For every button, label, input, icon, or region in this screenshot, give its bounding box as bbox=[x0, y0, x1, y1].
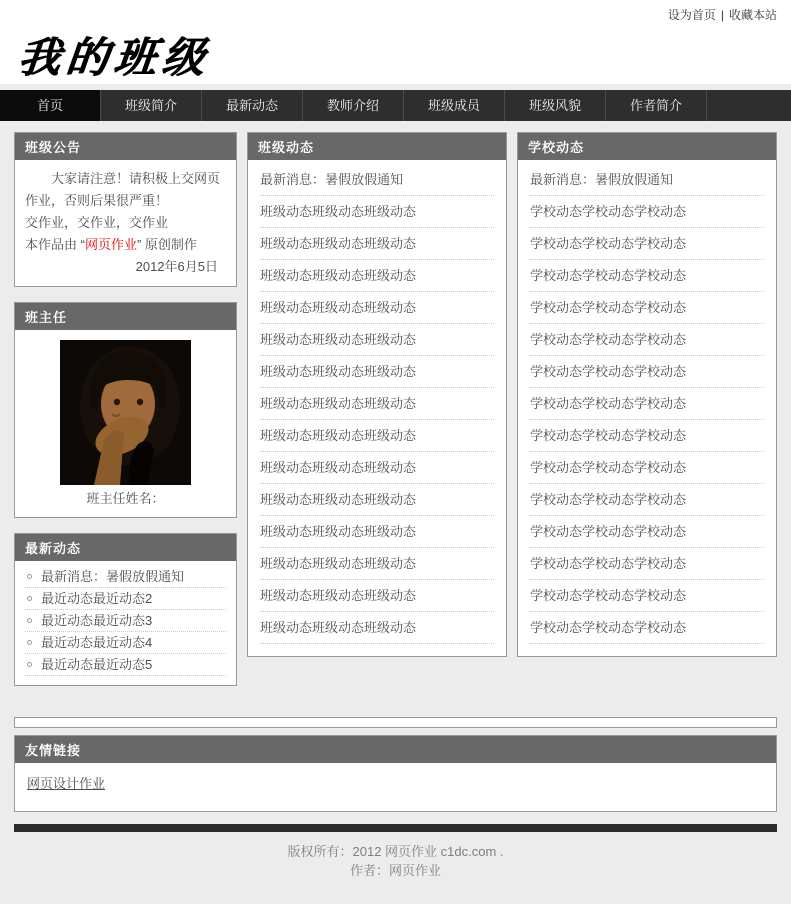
list-item[interactable]: 班级动态班级动态班级动态 bbox=[260, 612, 494, 644]
list-item[interactable]: 学校动态学校动态学校动态 bbox=[530, 420, 764, 452]
list-item[interactable] bbox=[25, 632, 226, 654]
latest-news-list bbox=[15, 561, 236, 685]
list-item[interactable]: 学校动态学校动态学校动态 bbox=[530, 548, 764, 580]
list-item[interactable]: 班级动态班级动态班级动态 bbox=[260, 420, 494, 452]
list-item[interactable]: 最新消息：暑假放假通知 bbox=[260, 164, 494, 196]
friend-links-title: 友情链接 bbox=[15, 736, 776, 763]
teacher-photo bbox=[60, 340, 191, 485]
list-item[interactable]: 班级动态班级动态班级动态 bbox=[260, 516, 494, 548]
teacher-caption: 班主任姓名： bbox=[86, 491, 165, 506]
list-item[interactable]: 学校动态学校动态学校动态 bbox=[530, 228, 764, 260]
list-item[interactable]: 学校动态学校动态学校动态 bbox=[530, 196, 764, 228]
circle-bullet-icon bbox=[27, 618, 32, 623]
list-item-label: 最近动态最近动态3 bbox=[41, 613, 153, 628]
list-item[interactable]: 班级动态班级动态班级动态 bbox=[260, 324, 494, 356]
class-news-list bbox=[248, 160, 506, 656]
add-favorite-link[interactable]: 收藏本站 bbox=[728, 8, 777, 22]
school-news-title: 学校动态 bbox=[518, 133, 776, 160]
list-item[interactable]: 班级动态班级动态班级动态 bbox=[260, 388, 494, 420]
author-text: 作者：网页作业 bbox=[349, 863, 441, 878]
school-news-list bbox=[518, 160, 776, 656]
footer-bar bbox=[14, 824, 777, 832]
page-footer bbox=[14, 838, 777, 880]
left-column bbox=[14, 132, 237, 701]
list-item[interactable]: 学校动态学校动态学校动态 bbox=[530, 452, 764, 484]
nav-item-author-intro[interactable]: 作者简介 bbox=[606, 90, 707, 121]
list-item[interactable]: 班级动态班级动态班级动态 bbox=[260, 548, 494, 580]
list-item[interactable]: 学校动态学校动态学校动态 bbox=[530, 484, 764, 516]
notice-line-3-prefix: 本作品由 “ bbox=[25, 237, 85, 252]
notice-line-3 bbox=[25, 234, 226, 256]
nav-item-class-style[interactable]: 班级风貌 bbox=[505, 90, 606, 121]
panel-class-notice bbox=[14, 132, 237, 287]
notice-line-1: 大家请注意！请积极上交网页作业，否则后果很严重！ bbox=[25, 171, 221, 208]
list-item[interactable]: 班级动态班级动态班级动态 bbox=[260, 452, 494, 484]
right-column bbox=[517, 132, 777, 672]
top-links-separator: | bbox=[720, 8, 724, 22]
page-header bbox=[0, 0, 791, 84]
circle-bullet-icon bbox=[27, 640, 32, 645]
nav-item-class-members[interactable]: 班级成员 bbox=[404, 90, 505, 121]
teacher-panel-title: 班主任 bbox=[15, 303, 236, 330]
list-item[interactable]: 学校动态学校动态学校动态 bbox=[530, 260, 764, 292]
main-nav bbox=[0, 90, 791, 121]
list-item[interactable]: 班级动态班级动态班级动态 bbox=[260, 292, 494, 324]
site-logo: 我的班级 bbox=[15, 33, 213, 82]
list-item[interactable]: 学校动态学校动态学校动态 bbox=[530, 516, 764, 548]
list-item-label: 最近动态最近动态5 bbox=[41, 657, 153, 672]
class-notice-body bbox=[15, 160, 236, 286]
latest-news-title: 最新动态 bbox=[15, 534, 236, 561]
panel-school-news bbox=[517, 132, 777, 657]
list-item[interactable]: 最新消息：暑假放假通知 bbox=[530, 164, 764, 196]
panel-latest-news bbox=[14, 533, 237, 686]
class-news-title: 班级动态 bbox=[248, 133, 506, 160]
list-item[interactable]: 学校动态学校动态学校动态 bbox=[530, 580, 764, 612]
list-item[interactable] bbox=[25, 566, 226, 588]
nav-filler bbox=[707, 90, 791, 121]
list-item[interactable]: 学校动态学校动态学校动态 bbox=[530, 612, 764, 644]
list-item[interactable]: 班级动态班级动态班级动态 bbox=[260, 260, 494, 292]
empty-strip bbox=[14, 717, 777, 728]
circle-bullet-icon bbox=[27, 662, 32, 667]
circle-bullet-icon bbox=[27, 596, 32, 601]
list-item[interactable]: 学校动态学校动态学校动态 bbox=[530, 388, 764, 420]
copyright-text: 版权所有：2012 网页作业 c1dc.com . bbox=[287, 844, 504, 859]
list-item[interactable]: 学校动态学校动态学校动态 bbox=[530, 356, 764, 388]
notice-date: 2012年6月5日 bbox=[135, 259, 218, 274]
panel-teacher bbox=[14, 302, 237, 518]
nav-item-teacher-intro[interactable]: 教师介绍 bbox=[303, 90, 404, 121]
top-links bbox=[14, 6, 777, 22]
class-notice-title: 班级公告 bbox=[15, 133, 236, 160]
main-content bbox=[0, 121, 791, 904]
list-item-label: 最近动态最近动态4 bbox=[41, 635, 153, 650]
notice-line-2: 交作业，交作业，交作业 bbox=[25, 215, 169, 230]
notice-line-3-suffix: ” 原创制作 bbox=[136, 237, 197, 252]
set-homepage-link[interactable]: 设为首页 bbox=[667, 8, 716, 22]
list-item[interactable]: 班级动态班级动态班级动态 bbox=[260, 228, 494, 260]
middle-column bbox=[247, 132, 507, 672]
list-item[interactable]: 班级动态班级动态班级动态 bbox=[260, 356, 494, 388]
friend-links-body bbox=[15, 763, 776, 811]
list-item[interactable] bbox=[25, 654, 226, 676]
nav-item-home[interactable]: 首页 bbox=[0, 90, 101, 121]
teacher-panel-body bbox=[15, 330, 236, 517]
friend-link[interactable]: 网页设计作业 bbox=[27, 776, 106, 791]
list-item[interactable]: 班级动态班级动态班级动态 bbox=[260, 196, 494, 228]
nav-item-latest-news[interactable]: 最新动态 bbox=[202, 90, 303, 121]
list-item[interactable]: 班级动态班级动态班级动态 bbox=[260, 484, 494, 516]
panel-friend-links bbox=[14, 735, 777, 812]
list-item[interactable]: 学校动态学校动态学校动态 bbox=[530, 324, 764, 356]
panel-class-news bbox=[247, 132, 507, 657]
nav-item-class-intro[interactable]: 班级简介 bbox=[101, 90, 202, 121]
list-item[interactable]: 班级动态班级动态班级动态 bbox=[260, 580, 494, 612]
list-item[interactable]: 学校动态学校动态学校动态 bbox=[530, 292, 764, 324]
list-item[interactable] bbox=[25, 588, 226, 610]
list-item[interactable] bbox=[25, 610, 226, 632]
list-item-label: 最近动态最近动态2 bbox=[41, 591, 153, 606]
circle-bullet-icon bbox=[27, 574, 32, 579]
list-item-label: 最新消息：暑假放假通知 bbox=[41, 569, 185, 584]
notice-line-3-highlight: 网页作业 bbox=[84, 237, 137, 252]
